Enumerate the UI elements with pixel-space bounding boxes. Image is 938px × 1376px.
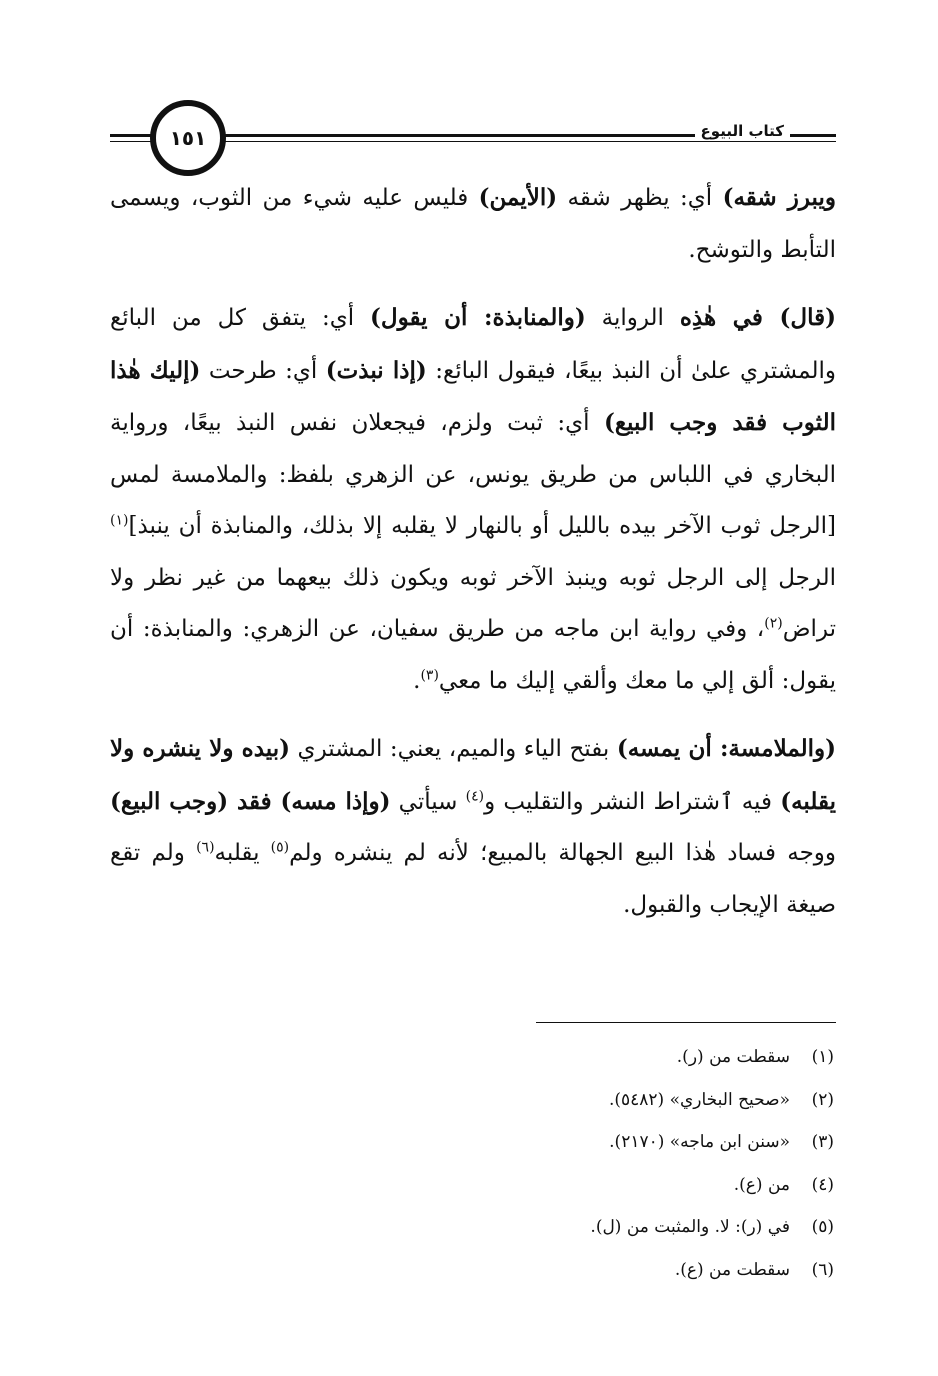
footnote-text: سقطت من (ع). [674, 1259, 790, 1280]
footnote-number: (٣) [811, 1132, 834, 1152]
paragraph-2 [110, 292, 836, 707]
bold-text-run: (الأيمن) [478, 184, 558, 211]
text-run: أي: طرحت [200, 357, 326, 384]
bold-text-run: (وإذا مسه) فقد (وجب البيع) [110, 787, 391, 815]
text-run: ولم تقع صيغة الإيجاب والقبول. [110, 840, 836, 918]
footnote-number: (٤) [811, 1174, 834, 1195]
bold-text-run: (إليك هٰذا الثوب فقد وجب البيع) [110, 356, 836, 436]
text-run: سيأتي [390, 788, 466, 815]
text-run: ووجه فساد هٰذا البيع الجهالة بالمبيع؛ لأنه لم ينشره ولم [289, 840, 837, 866]
footnote-text: في (ر): لا. والمثبت من (ل). [590, 1217, 790, 1237]
text-run: أي: ثبت ولزم، فيجعلان نفس النبذ بيعًا، ورواية البخاري في اللباس من طريق يونس، عن الزهري بلفظ: والملامسة لمس [الرجل ثوب الآخر بيده بالليل أو بالنهار لا يقلبه إلا بذلك، والمنابذة أن ينبذ] [110, 410, 836, 539]
text-run: أي: يتفق كل من البائع والمشتري علىٰ أن النبذ بيعًا، فيقول البائع: [110, 305, 836, 384]
footnote-text: «صحيح البخاري» (٥٤٨٢). [608, 1089, 790, 1110]
footnote-item [334, 1164, 834, 1207]
footnote-divider [536, 1022, 836, 1023]
bold-text-run: (إذا نبذت) [325, 356, 427, 384]
text-run: . [413, 667, 421, 694]
text-run: الرجل إلى الرجل ثوبه وينبذ الآخر ثوبه ويكون ذلك بيعهما من غير نظر ولا تراض [110, 564, 836, 642]
footnote-number: (٥) [811, 1217, 834, 1237]
header-rule-left-thin [110, 141, 152, 142]
bold-text-run: ويبرز شقه) [722, 184, 837, 211]
paragraph-1 [110, 172, 836, 276]
page-number-badge [150, 100, 226, 176]
footnote-item [334, 1036, 834, 1079]
text-run: فليس عليه شيء من الثوب، ويسمى التأبط والتوشح. [110, 185, 836, 263]
footnote-text: «سنن ابن ماجه» (٢١٧٠). [609, 1132, 790, 1152]
footnote-ref: (١) [110, 512, 129, 529]
footnote-item [334, 1079, 834, 1122]
running-header-title: كتاب البيوع [695, 122, 790, 140]
footnote-ref: (٣) [420, 666, 439, 683]
text-run: أي: يظهر شقه [557, 185, 723, 211]
footnote-item [334, 1249, 834, 1292]
page-number: ١٥١ [169, 126, 207, 150]
main-text [110, 172, 836, 931]
footnote-text: سقطت من (ر). [676, 1047, 790, 1067]
bold-text-run: (والملامسة: أن يمسه) [616, 735, 837, 762]
footnote-text: من (ع). [733, 1174, 790, 1195]
text-run: الرواية [585, 305, 680, 331]
text-run: بفتح الياء والميم، يعني: المشتري [290, 736, 617, 762]
header-rule-thin [220, 141, 836, 142]
footnote-ref: (٢) [764, 615, 783, 632]
bold-text-run: (بيده ولا ينشره ولا يقلبه) [110, 735, 836, 815]
footnote-ref: (٥) [270, 839, 290, 856]
bold-text-run: (قال) في هٰذِه [679, 304, 836, 331]
text-run: يقلبه [214, 840, 271, 866]
footnotes-list [334, 1036, 834, 1291]
bold-text-run: (والمنابذة: أن يقول) [370, 304, 586, 331]
footnote-number: (٢) [811, 1089, 834, 1110]
text-run: فيه ٱشتراط النشر والتقليب و [484, 788, 781, 815]
header-rule-left [110, 134, 152, 137]
footnote-item [334, 1206, 834, 1249]
paragraph-3 [110, 723, 836, 931]
text-run: ، وفي رواية ابن ماجه من طريق سفيان، عن الزهري: والمنابذة: أن يقول: ألق إلي ما معك وألقي إليك ما معي [110, 616, 836, 694]
page-header [110, 100, 836, 180]
footnote-item [334, 1121, 834, 1164]
footnote-number: (٦) [811, 1259, 834, 1280]
footnote-ref: (٤) [465, 787, 485, 804]
footnote-number: (١) [811, 1047, 834, 1067]
footnote-ref: (٦) [196, 839, 215, 856]
